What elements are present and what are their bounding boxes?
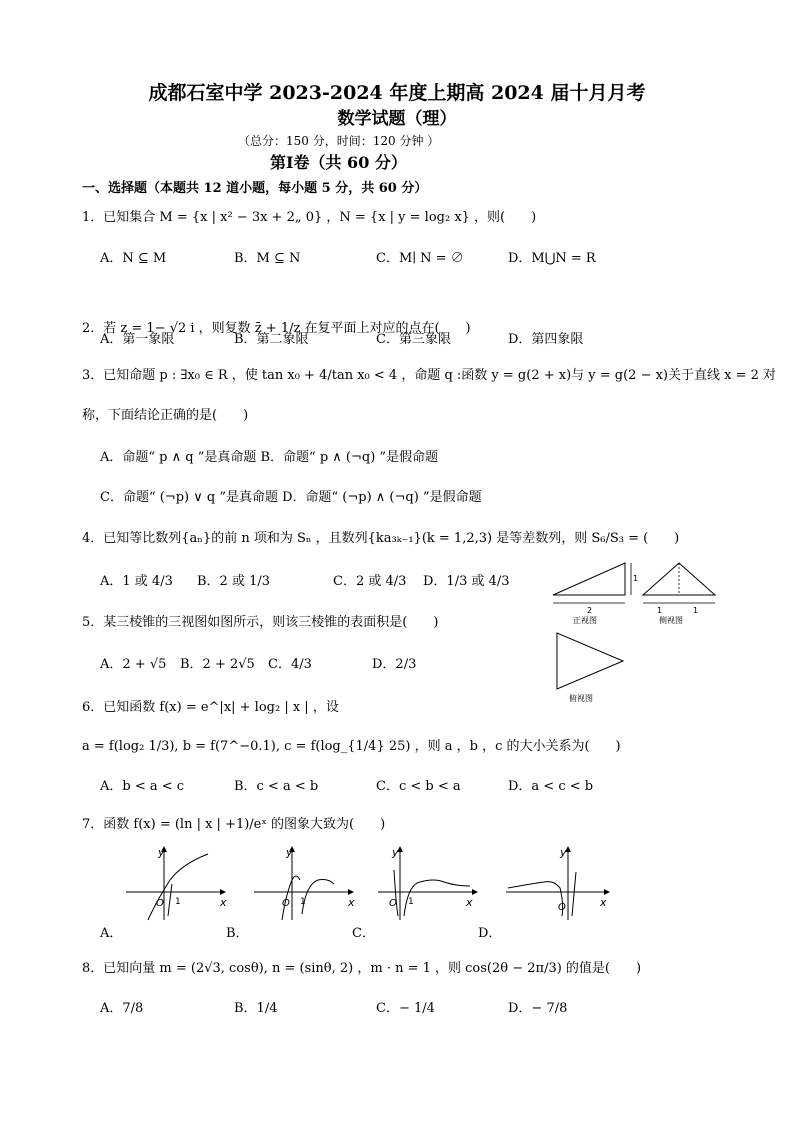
graph-d (500, 844, 615, 924)
graph-b-origin: O (282, 898, 290, 909)
question-4-option-c: C．2 或 4/3 (333, 574, 407, 589)
graph-c-unit: 1 (408, 897, 414, 907)
graph-b (248, 844, 358, 924)
question-8-stem: 8．已知向量 m = (2√3, cosθ), n = (sinθ, 2) ，m · n = 1 ，则 cos(2θ − 2π/3) 的值是( ) (82, 961, 642, 976)
question-4-stem: 4．已知等比数列{aₙ}的前 n 项和为 Sₙ ，且数列{ka₃ₖ₋₁}(k = 1,2,3) 是等差数列，则 S₆/S₃ = ( ) (82, 531, 680, 546)
side-left-label: 1 (657, 606, 663, 615)
question-4-option-a: A．1 或 4/3 (100, 574, 173, 589)
front-width-label: 2 (587, 606, 593, 615)
question-8-option-b: B．1/4 (234, 1001, 278, 1016)
front-view (553, 563, 638, 625)
graph-c-x-label: x (466, 896, 473, 909)
graph-b-unit: 1 (300, 897, 306, 907)
question-8-option-a: A．7/8 (100, 1001, 144, 1016)
graph-b-y-label: y (286, 846, 293, 859)
question-4-option-b: B．2 或 1/3 (197, 574, 271, 589)
top-view (557, 633, 623, 703)
question-1-option-d: D．M⋃N = R (508, 251, 596, 266)
question-6-option-a: A．b < a < c (100, 779, 185, 794)
front-view-label: 正视图 (573, 616, 597, 625)
side-view (643, 563, 715, 625)
question-6-option-c: C．c < b < a (376, 779, 461, 794)
graph-d-origin: O (558, 902, 566, 913)
question-8-option-c: C．− 1/4 (376, 1001, 435, 1016)
question-5-stem: 5．某三棱锥的三视图如图所示，则该三棱锥的表面积是( ) (82, 615, 439, 630)
question-2-option-b: B．第二象限 (234, 332, 309, 347)
question-6-stem: 6．已知函数 f(x) = e^|x| + log₂ | x | ，设 (82, 700, 339, 715)
graph-d-x-label: x (600, 896, 607, 909)
graph-c-y-label: y (392, 846, 399, 859)
graph-c-origin: O (389, 898, 397, 909)
three-view-figure (545, 555, 725, 705)
graph-a (120, 844, 230, 924)
volume-title: 第Ⅰ卷（共 60 分） (270, 153, 407, 172)
graph-b-x-label: x (348, 896, 355, 909)
graph-a-y-label: y (158, 846, 165, 859)
graph-a-unit: 1 (175, 897, 181, 907)
question-8-option-d: D．− 7/8 (508, 1001, 568, 1016)
question-2-option-c: C．第三象限 (376, 332, 451, 347)
question-7-stem: 7．函数 f(x) = (ln | x | +1)/eˣ 的图象大致为( ) (82, 817, 386, 832)
graph-c (372, 844, 482, 924)
question-1-option-a: A．N ⊆ M (100, 251, 167, 266)
front-height-label: 1 (633, 574, 639, 583)
side-right-label: 1 (693, 606, 699, 615)
question-1-stem: 1．已知集合 M = {x | x² − 3x + 2„ 0} ，N = {x | y = log₂ x} ，则( ) (82, 210, 537, 225)
graph-a-origin: O (156, 898, 164, 909)
exam-meta: （总分：150 分，时间：120 分钟 ） (238, 134, 440, 148)
question-3-option-ab: A．命题“ p ∧ q ”是真命题 B．命题“ p ∧ (¬q) ”是假命题 (100, 450, 439, 465)
question-7-option-b: B． (226, 926, 249, 941)
graph-a-x-label: x (220, 896, 227, 909)
question-6-option-d: D．a < c < b (508, 779, 594, 794)
top-view-label: 俯视图 (569, 694, 593, 703)
question-7-option-d: D． (478, 926, 502, 941)
question-6-stem-continued: a = f(log₂ 1/3), b = f(7^−0.1), c = f(log_{1/4} 25) ，则 a ，b ，c 的大小关系为( ) (82, 739, 621, 754)
question-3-stem-continued: 称，下面结论正确的是( ) (82, 408, 249, 423)
question-5-option-b: B．2 + 2√5 (180, 657, 255, 672)
question-4-option-d: D．1/3 或 4/3 (423, 574, 510, 589)
question-5-option-d: D．2/3 (372, 657, 417, 672)
question-5-option-a: A．2 + √5 (100, 657, 167, 672)
page-title: 成都石室中学 2023-2024 年度上期高 2024 届十月月考 (148, 82, 646, 104)
question-3-option-cd: C．命题“ (¬p) ∨ q ”是真命题 D．命题“ (¬p) ∧ (¬q) ”是假命题 (100, 490, 482, 505)
question-3-stem: 3．已知命题 p : ∃x₀ ∈ R ，使 tan x₀ + 4/tan x₀ < 4 ，命题 q :函数 y = g(2 + x)与 y = g(2 − x)关于直线 x = 2 对 (82, 368, 777, 383)
question-1-option-b: B．M ⊆ N (234, 251, 301, 266)
question-7-option-c: C． (352, 926, 375, 941)
page-subtitle: 数学试题（理） (337, 109, 457, 129)
graph-d-y-label: y (560, 846, 567, 859)
section-title: 一、选择题（本题共 12 道小题，每小题 5 分，共 60 分） (82, 181, 428, 196)
side-view-label: 侧视图 (659, 616, 683, 625)
question-1-option-c: C．M∣ N = ∅ (376, 251, 464, 266)
question-6-option-b: B．c < a < b (234, 779, 319, 794)
question-2-option-d: D．第四象限 (508, 332, 584, 347)
question-7-option-a: A． (100, 926, 123, 941)
question-2-stem: 2．若 z = 1− √2 i ，则复数 z̄ + 1/z 在复平面上对应的点在( ) (82, 321, 471, 336)
question-5-option-c: C．4/3 (268, 657, 312, 672)
question-2-option-a: A．第一象限 (100, 332, 175, 347)
